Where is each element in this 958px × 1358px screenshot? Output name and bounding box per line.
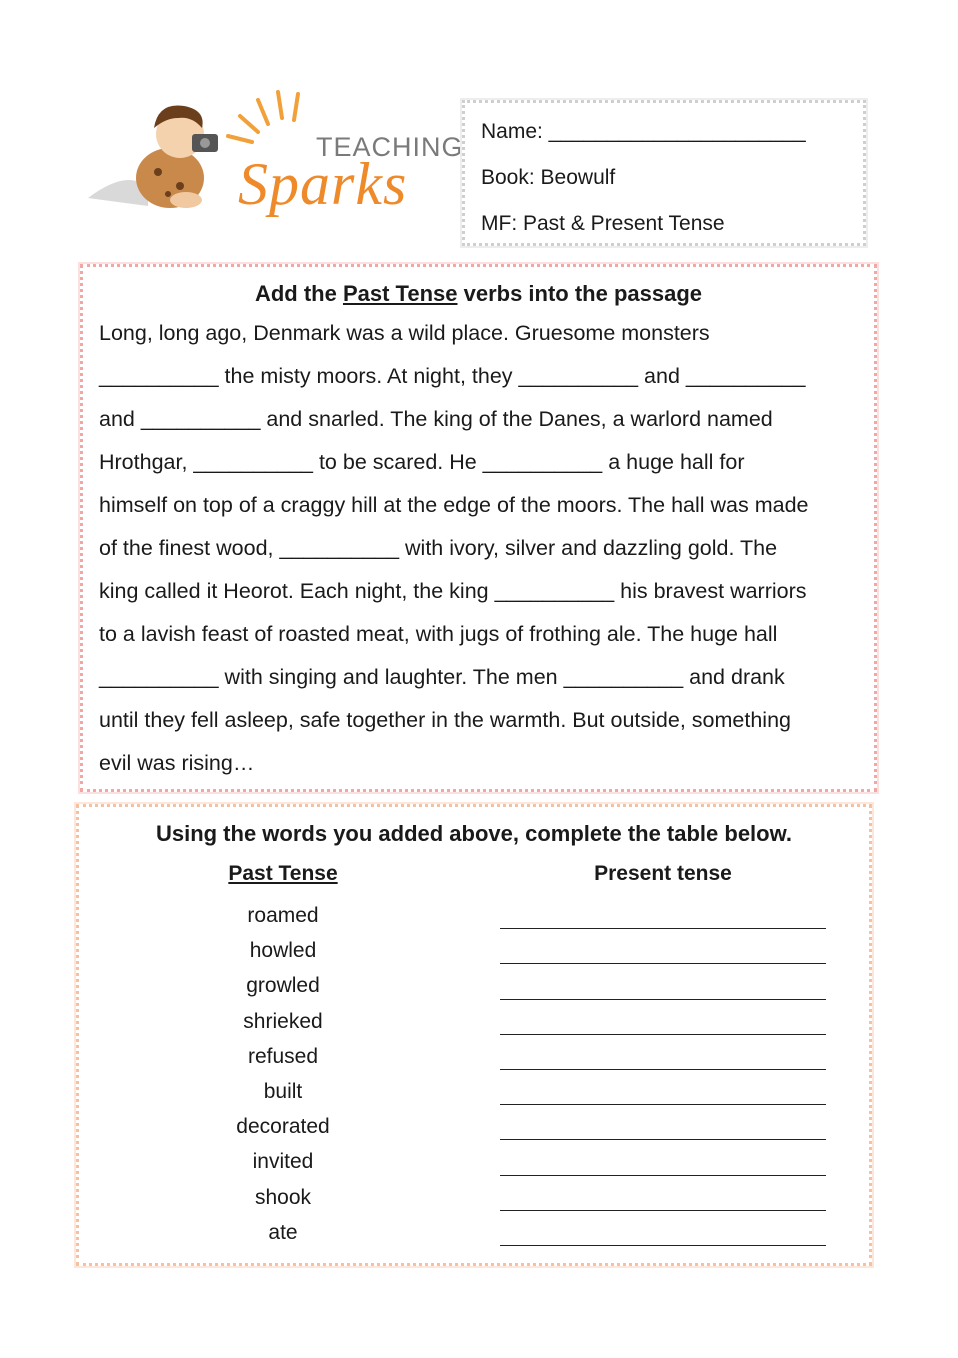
answer-line[interactable] [500, 1144, 826, 1179]
passage-line: evil was rising… [99, 751, 255, 775]
logo-sparks-text: Sparks [238, 151, 408, 217]
past-word: howled [249, 939, 317, 963]
past-tense-header-text: Past Tense [228, 862, 338, 885]
past-word: shrieked [243, 1009, 323, 1033]
answer-line[interactable] [500, 1215, 826, 1250]
past-word: roamed [247, 904, 319, 927]
passage-heading-underlined: Past Tense [342, 281, 458, 306]
passage-heading-pre: Add the [254, 281, 343, 306]
answer-line[interactable] [500, 1074, 826, 1109]
passage-line: himself on top of a craggy hill at the edge of the moors. The hall was made [99, 493, 809, 517]
answer-line[interactable] [500, 1039, 826, 1074]
table-heading: Using the words you added above, complete the table below. [155, 821, 793, 846]
passage-line: __________ the misty moors. At night, they __________ and __________ [99, 364, 806, 388]
answer-line[interactable] [500, 1109, 826, 1144]
answer-line[interactable] [500, 898, 826, 933]
past-word: refused [247, 1044, 319, 1068]
past-word: decorated [236, 1115, 330, 1139]
passage-heading-post: verbs into the passage [457, 281, 703, 306]
mf-label: MF: Past & Present Tense [481, 212, 725, 235]
past-word: ate [268, 1220, 298, 1244]
passage-line: until they fell asleep, safe together in the warmth. But outside, something [99, 708, 791, 732]
past-tense-column-header [153, 862, 413, 886]
student-info-box [462, 100, 866, 246]
passage-line: __________ with singing and laughter. The men __________ and drank [99, 665, 785, 689]
teaching-sparks-logo [88, 88, 464, 228]
passage-section [80, 264, 877, 792]
answer-line[interactable] [500, 1180, 826, 1215]
passage-line: to a lavish feast of roasted meat, with jugs of frothing ale. The huge hall [99, 622, 778, 646]
past-tense-list [153, 898, 413, 1250]
passage-line: king called it Heorot. Each night, the king __________ his bravest warriors [99, 579, 807, 603]
past-word: invited [252, 1150, 314, 1174]
answer-line[interactable] [500, 968, 826, 1003]
book-label: Book: Beowulf [481, 166, 616, 189]
name-field[interactable]: Name: ______________________ [481, 120, 806, 143]
passage-line: Hrothgar, __________ to be scared. He __________ a huge hall for [99, 450, 745, 474]
present-tense-answers [500, 898, 826, 1250]
present-tense-column-header: Present tense [594, 862, 732, 885]
answer-line[interactable] [500, 1004, 826, 1039]
past-word: growled [246, 974, 320, 998]
passage-line: and __________ and snarled. The king of the Danes, a warlord named [99, 407, 773, 431]
answer-line[interactable] [500, 933, 826, 968]
past-word: shook [254, 1185, 312, 1209]
logo-teaching-text: TEACHING [316, 132, 464, 162]
passage-line: of the finest wood, __________ with ivory, silver and dazzling gold. The [99, 536, 778, 560]
passage-heading [99, 277, 858, 313]
passage-line: Long, long ago, Denmark was a wild place. Gruesome monsters [99, 321, 710, 345]
past-word: built [263, 1079, 303, 1103]
